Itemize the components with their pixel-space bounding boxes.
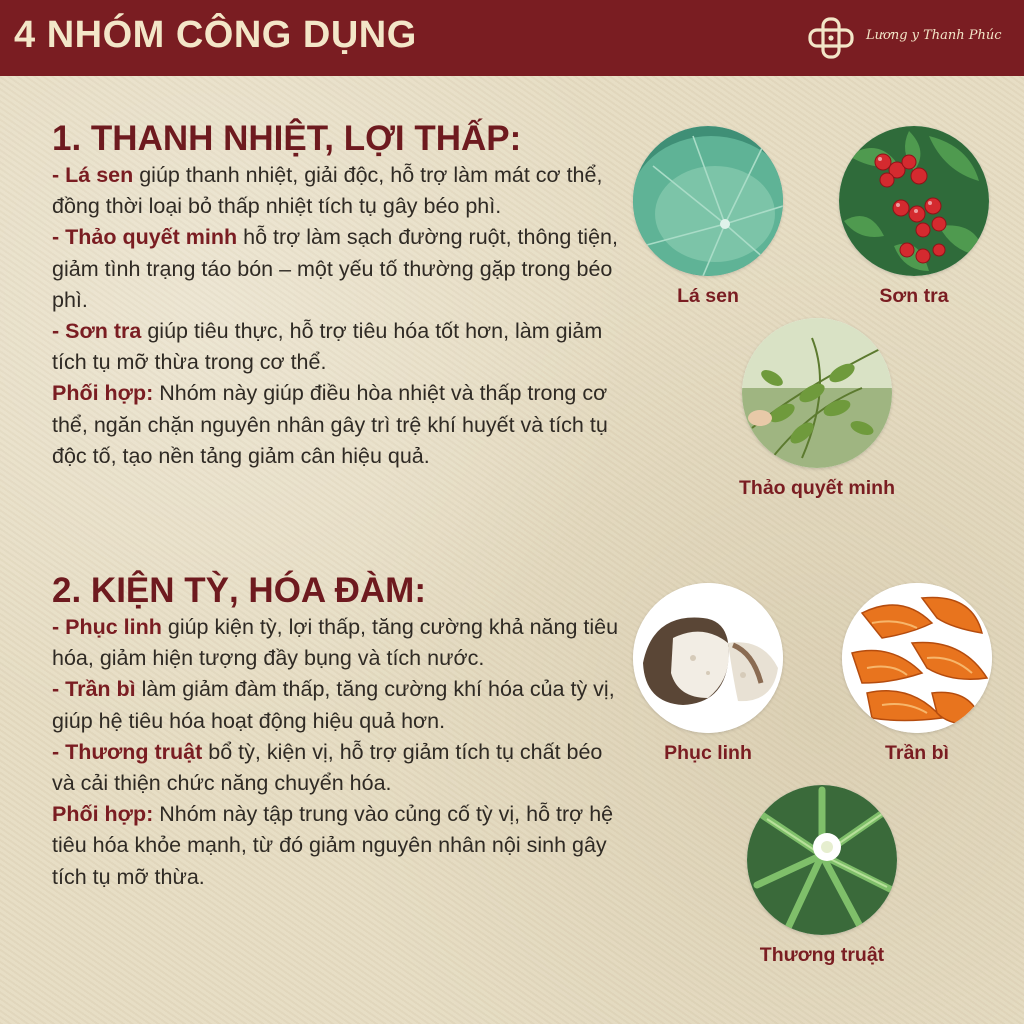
lotus-leaf-image bbox=[633, 126, 783, 276]
herb-card-phuc-linh bbox=[598, 583, 818, 765]
summary-text: Nhóm này giúp điều hòa nhiệt và thấp trong cơ thể, ngăn chặn nguyên nhân gây trì trệ khí huyết và tích tụ độc tố, tạo nền tảng giảm cân hiệu quả. bbox=[52, 381, 608, 468]
section-2-item-1 bbox=[52, 612, 622, 674]
section-2-summary bbox=[52, 799, 622, 893]
herb-card-la-sen bbox=[598, 126, 818, 308]
herb-label-tran-bi: Trần bì bbox=[885, 742, 949, 764]
herb-label-thao-quyet-minh: Thảo quyết minh bbox=[739, 477, 895, 499]
herb-name: - Phục linh bbox=[52, 615, 162, 639]
section-1 bbox=[52, 118, 622, 472]
herb-label-thuong-truat: Thương truật bbox=[759, 944, 885, 966]
herb-card-thuong-truat bbox=[712, 785, 932, 967]
section-2 bbox=[52, 570, 622, 893]
poria-image bbox=[633, 583, 783, 733]
herb-label-son-tra: Sơn tra bbox=[879, 285, 949, 307]
herb-description: làm giảm đàm thấp, tăng cường khí hóa của tỳ vị, giúp hệ tiêu hóa hoạt động hiệu quả hơn. bbox=[52, 677, 615, 733]
atractylodes-image bbox=[747, 785, 897, 935]
herb-name: - Thương truật bbox=[52, 739, 203, 764]
header-bar bbox=[0, 0, 1024, 76]
section-1-item-1 bbox=[52, 160, 622, 222]
herb-card-tran-bi bbox=[807, 583, 1024, 765]
herb-card-thao-quyet-minh bbox=[707, 318, 927, 500]
herb-description: hỗ trợ làm sạch đường ruột, thông tiện, giảm tình trạng táo bón – một yếu tố thường gặp trong béo phì. bbox=[52, 225, 618, 312]
herb-name: - Trần bì bbox=[52, 677, 136, 702]
herb-description: giúp thanh nhiệt, giải độc, hỗ trợ làm mát cơ thể, đồng thời loại bỏ thấp nhiệt tích tụ gây béo phì. bbox=[52, 163, 603, 219]
section-2-item-3 bbox=[52, 737, 622, 799]
herb-name: - Lá sen bbox=[52, 163, 134, 187]
brand-cross-logo-icon bbox=[806, 16, 856, 60]
herb-description: giúp tiêu thực, hỗ trợ tiêu hóa tốt hơn, làm giảm tích tụ mỡ thừa trong cơ thể. bbox=[52, 319, 603, 375]
summary-text: Nhóm này tập trung vào củng cố tỳ vị, hỗ trợ hệ tiêu hóa khỏe mạnh, từ đó giảm nguyên nhân nội sinh gây tích tụ mỡ thừa. bbox=[52, 802, 614, 889]
herb-description: bổ tỳ, kiện vị, hỗ trợ giảm tích tụ chất béo và cải thiện chức năng chuyển hóa. bbox=[52, 739, 603, 796]
herb-card-son-tra bbox=[804, 126, 1024, 308]
section-1-item-3 bbox=[52, 316, 622, 378]
herb-description: giúp kiện tỳ, lợi thấp, tăng cường khả năng tiêu hóa, giảm hiện tượng đầy bụng và tích nước. bbox=[52, 615, 619, 671]
herb-label-phuc-linh: Phục linh bbox=[664, 742, 752, 764]
herb-name: - Thảo quyết minh bbox=[52, 225, 238, 250]
section-1-summary bbox=[52, 378, 622, 472]
sicklepod-image bbox=[742, 318, 892, 468]
section-1-title: 1. THANH NHIỆT, LỢI THẤP: bbox=[52, 119, 522, 158]
brand-signature: Lương y Thanh Phúc bbox=[866, 28, 1002, 43]
herb-label-la-sen: Lá sen bbox=[677, 285, 739, 307]
summary-label: Phối hợp: bbox=[52, 381, 154, 406]
hawthorn-image bbox=[839, 126, 989, 276]
section-2-item-2 bbox=[52, 674, 622, 736]
tangerine-peel-image bbox=[842, 583, 992, 733]
page-title: 4 NHÓM CÔNG DỤNG bbox=[14, 14, 417, 56]
herb-name: - Sơn tra bbox=[52, 319, 142, 344]
section-1-item-2 bbox=[52, 222, 622, 316]
section-2-title: 2. KIỆN TỲ, HÓA ĐÀM: bbox=[52, 571, 426, 610]
summary-label: Phối hợp: bbox=[52, 802, 154, 827]
